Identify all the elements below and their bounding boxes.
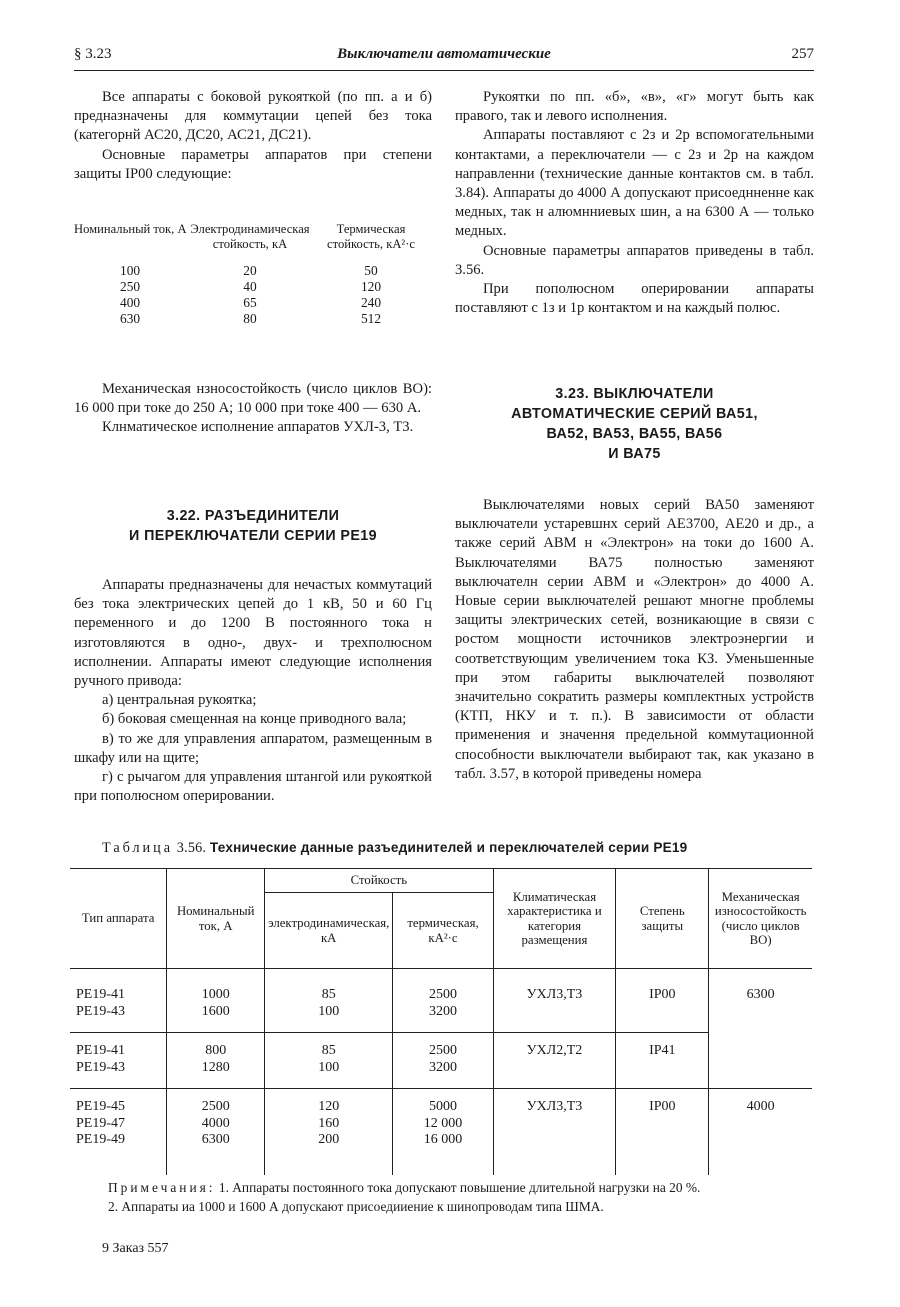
section-heading-322: 3.22. РАЗЪЕДИНИТЕЛИ И ПЕРЕКЛЮЧАТЕЛИ СЕРИИ РЕ19: [129, 508, 377, 544]
params-table-block: [74, 222, 432, 327]
paragraph: Рукоятки по пп. «б», «в», «г» могут быть как правого, так и левого исполнения.: [455, 89, 814, 125]
header-type: Тип аппарата: [70, 869, 167, 969]
table-label: Таблица: [102, 840, 174, 856]
header-thermal: термическая, кА²·с: [393, 893, 493, 969]
note-1: Примечания: 1. Аппараты постоянного тока допускают повышение длительной нагрузки на 20 %.: [108, 1180, 701, 1195]
header-resistance: Стойкость: [265, 869, 494, 893]
paragraph: Основные параметры аппаратов приведены в табл. 3.56.: [455, 242, 814, 278]
table-number: 3.56.: [176, 840, 207, 856]
running-title: Выключатели автоматические: [337, 46, 551, 62]
paragraph: Клнматическое исполнение аппаратов УХЛ-3, Т3.: [102, 419, 414, 436]
params-row: 630 80 512: [120, 311, 382, 326]
table-row: РЕ19-41 РЕ19-43 1000 1600 85 100 2500 3200 УХЛ3,Т3 IP00 6300: [70, 969, 812, 1033]
print-signature: 9 Заказ 557: [102, 1241, 169, 1256]
table-row: РЕ19-41 РЕ19-43 800 1280 85 100 2500 3200 УХЛ2,Т2 IP41: [70, 1033, 812, 1089]
header-climate: Климатическая характеристика и категория размещения: [493, 869, 616, 969]
left-column-body: [74, 576, 432, 806]
paragraph: Аппараты поставляют с 2з и 2р вспомогательными контактами, а переключатели — с 2з и 2р на каждом направленни (технические данные контактов см. в табл. 3.84). Аппараты до 4000 А допускают присоеднненне как медных, так н алюмнниевых шин, а на 6300 А — только медных.: [455, 127, 814, 240]
left-column: [74, 88, 432, 184]
paragraph: Все аппараты с боковой рукояткой (по пп. а и б) предназначены для коммутации цепей без тока (категорнй АС20, ДС20, АС21, ДС21).: [74, 89, 432, 144]
params-row: 400 65 240: [120, 295, 382, 310]
header-protection: Степень защиты: [616, 869, 709, 969]
header-current: Номинальный ток, А: [167, 869, 265, 969]
params-header-electro: Электродинамическая стойкость, кА: [190, 222, 310, 251]
running-header: [74, 44, 814, 71]
page-number: 257: [791, 46, 814, 62]
left-column-cont: [74, 380, 432, 438]
table-title: Технические данные разъединителей и переключателей серии РЕ19: [209, 840, 688, 855]
table-notes: [72, 1178, 814, 1216]
paragraph: Аппараты предназначены для нечастых коммутаций без тока электрических цепей до 1 кВ, 50 и 60 Гц переменного и до 1200 В постоянного тока н изготовляются в одно-, двух- и трехполюсном исполнении. Аппараты имеют следующие исполнения ручного привода:: [74, 577, 432, 690]
table-row: РЕ19-45 РЕ19-47 РЕ19-49 2500 4000 6300 120 160 200 5000 12 000 16 000 УХЛ3,Т3 IP00 4000: [70, 1089, 812, 1175]
table-3-56: [70, 868, 812, 1175]
list-item: в) то же для управления аппаратом, размещенным в шкафу или на щите;: [74, 730, 432, 766]
note-2: 2. Аппараты иа 1000 и 1600 А допускают присоедииение к шинопроводам типа ШМА.: [108, 1199, 604, 1214]
section-number: § 3.23: [74, 46, 112, 62]
params-table: [74, 222, 432, 327]
list-item: г) с рычагом для управления штангой или рукояткой при пополюсном оперировании.: [74, 769, 432, 805]
right-column-body: [455, 496, 814, 784]
section-heading-323: 3.23. ВЫКЛЮЧАТЕЛИ АВТОМАТИЧЕСКИЕ СЕРИЙ ВА51, ВА52, ВА53, ВА55, ВА56 И ВА75: [511, 386, 758, 462]
list-item: а) центральная рукоятка;: [102, 692, 257, 709]
params-row: 100 20 50: [120, 263, 378, 278]
paragraph: При пополюсном оперировании аппараты поставляют с 1з и 1р контактом и на каждый полюс.: [455, 281, 814, 317]
list-item: б) боковая смещенная на конце приводного вала;: [102, 711, 407, 728]
paragraph: Выключателями новых серий ВА50 заменяют выключатели устаревшнх серий АЕ3700, АЕ20 и др., а также серий АВМ н «Электрон» на токи до 1600 А. Выключателями ВА75 полностью заменяют выключателн серии АВМ и «Электрон» до 4000 А. Новые серии выключателей решают многне проблемы защиты электрических сетей, возникающие в связи с ростом мощности источников электроэнергии и соответствующим увеличением тока КЗ. Уменьшенные при этом габариты выключателей позволяют значительно сократить размеры комплектных устройств (КТП, НКУ и т. п.). В зависимости от области применения и значення предельной коммутационной способности выключатели выбирают так, как указано в табл. 3.57, в которой приведены номера: [455, 497, 814, 782]
paragraph: Основные параметры аппаратов при степени защиты IP00 следующие:: [74, 146, 432, 182]
params-row: 250 40 120: [120, 279, 382, 294]
header-electro: электродинамическая, кА: [265, 893, 393, 969]
params-header-thermal: Термическая стойкость, кА²·с: [327, 222, 415, 251]
right-column: [455, 88, 814, 318]
paragraph: Механическая нзносостойкость (число циклов ВО): 16 000 при токе до 250 А; 10 000 при токе 400 — 630 А.: [74, 381, 432, 417]
params-header-current: Номинальный ток, А: [74, 222, 187, 236]
header-mechanical: Механическая износостойкость (число циклов ВО): [709, 869, 812, 969]
table-caption: [102, 840, 814, 857]
table-3-56-block: [70, 868, 812, 1175]
